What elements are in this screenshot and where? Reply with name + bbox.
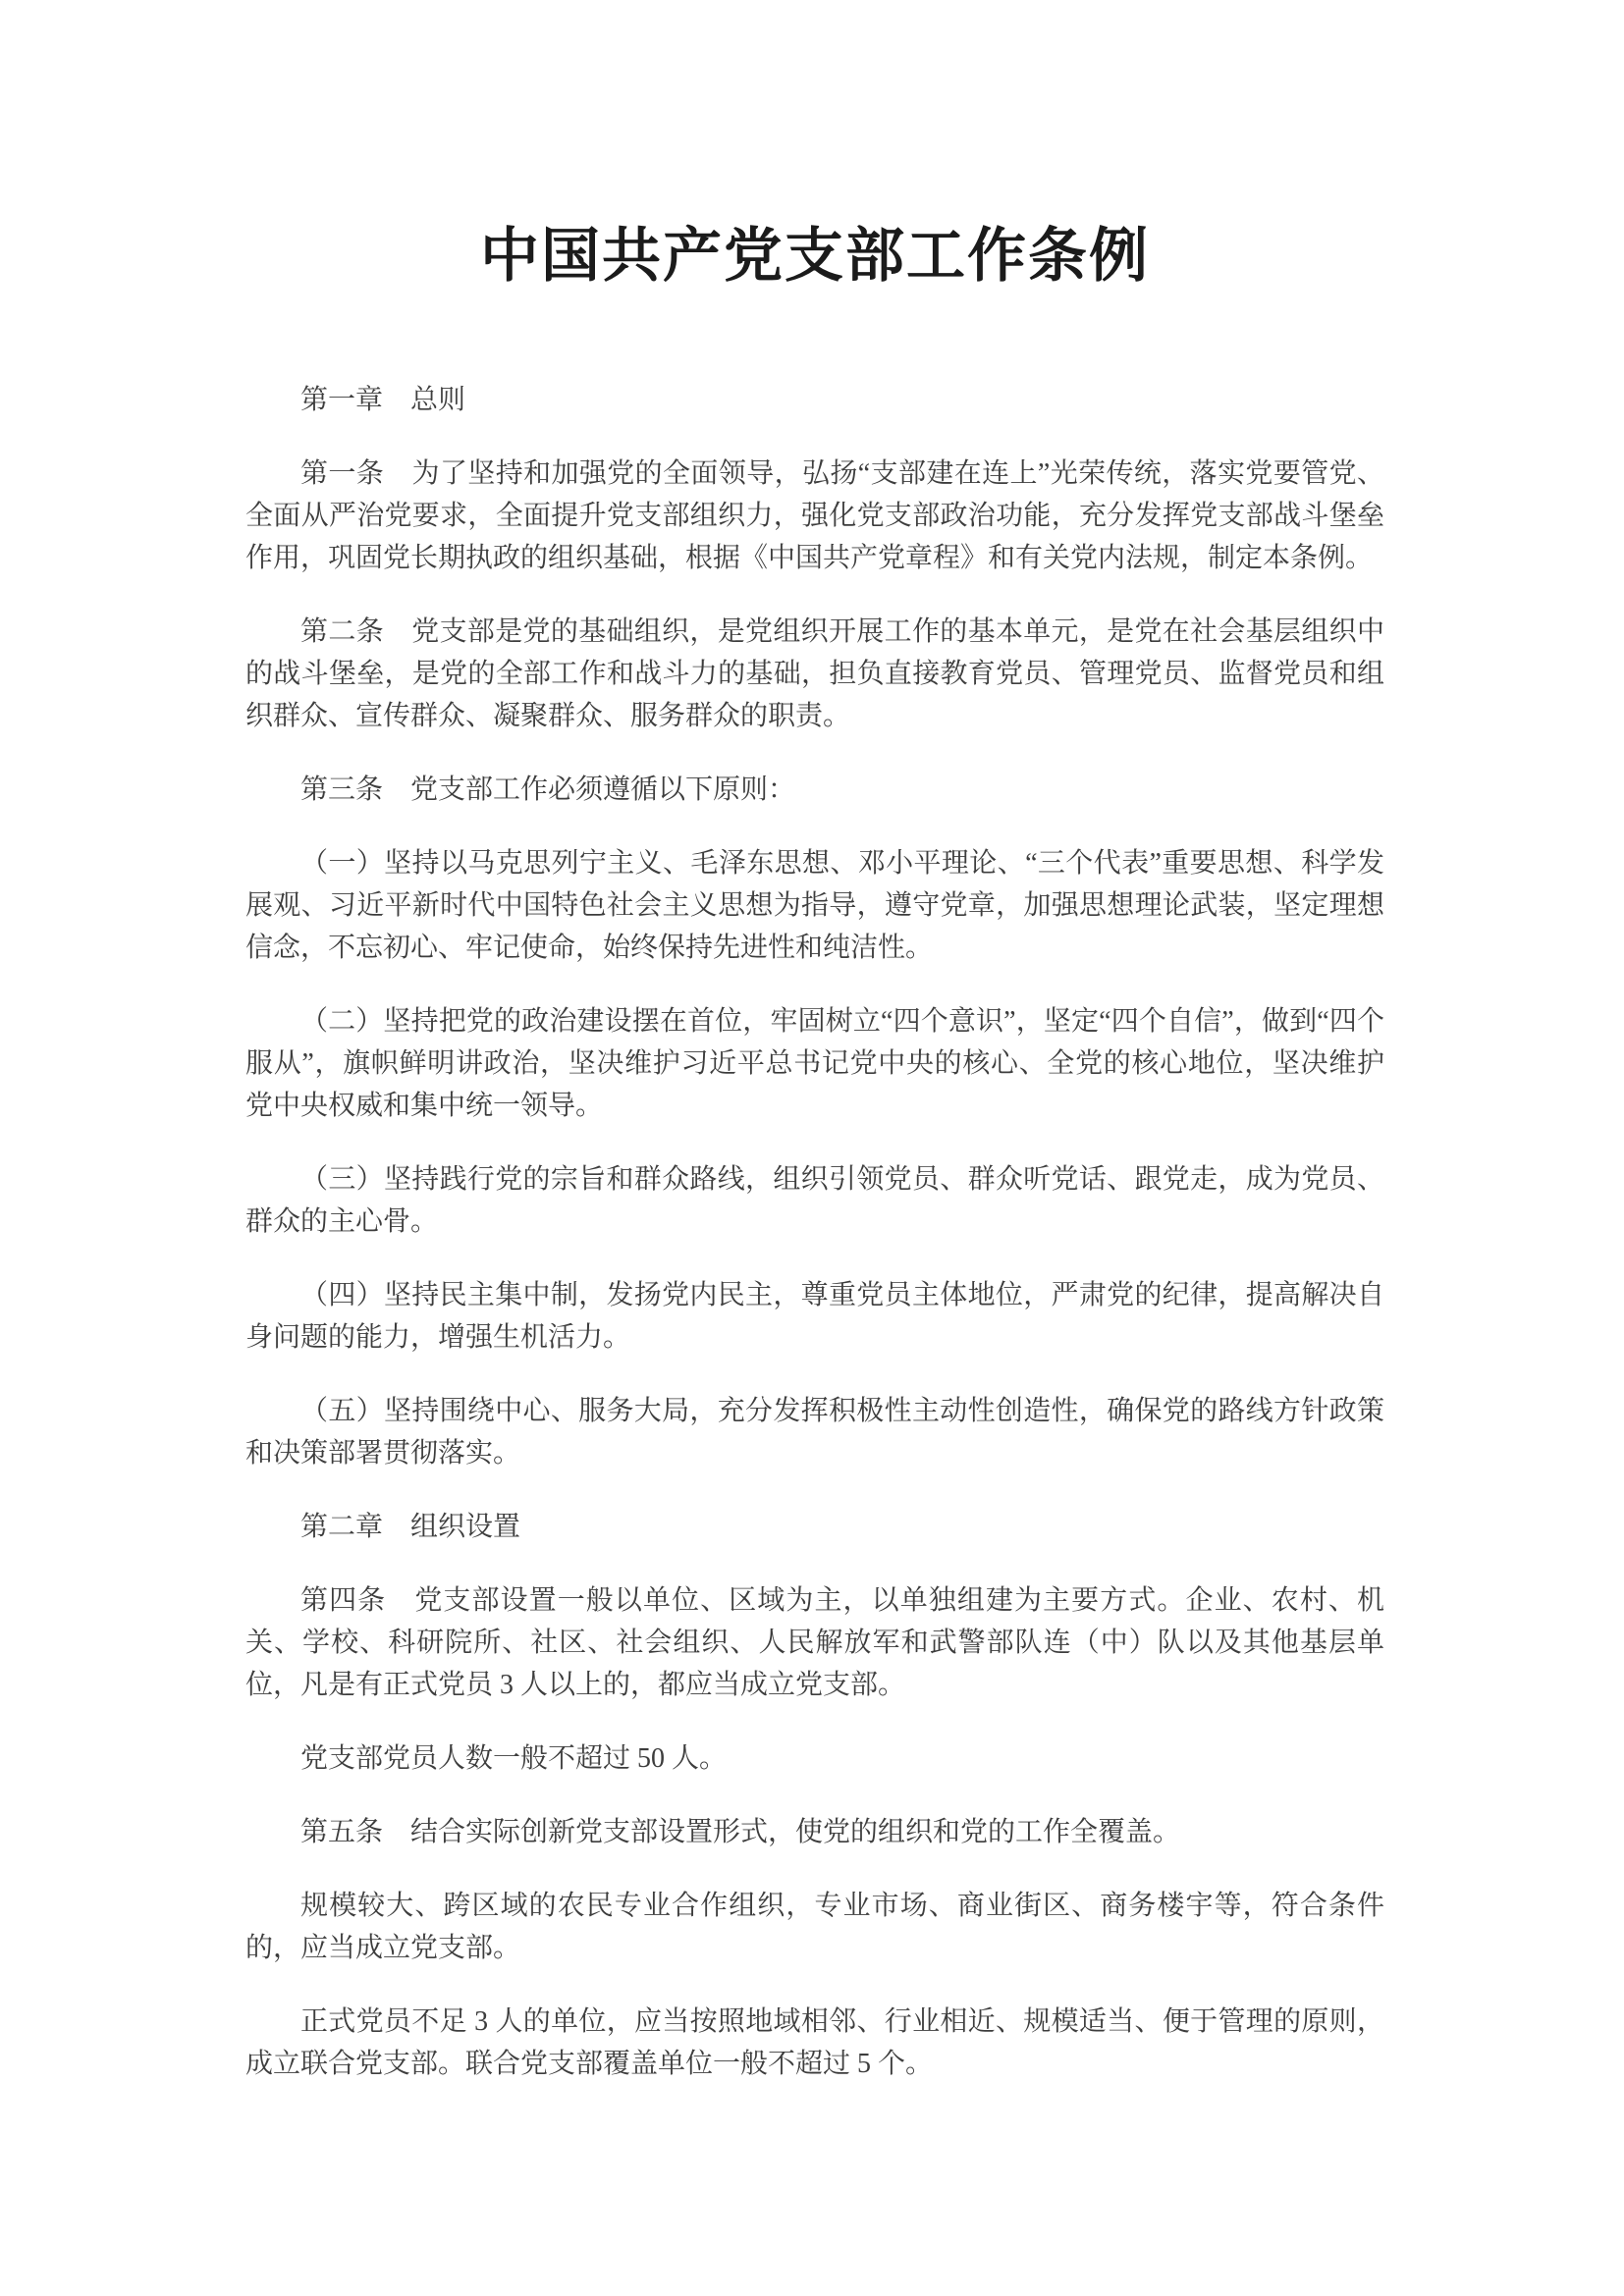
paragraph-principle-2: （二）坚持把党的政治建设摆在首位，牢固树立“四个意识”，坚定“四个自信”，做到“四个服从”，旗帜鲜明讲政治，坚决维护习近平总书记党中央的核心、全党的核心地位，坚决维护党中央权威和集中统一领导。: [245, 1006, 1384, 1121]
paragraph-principle-3: （三）坚持践行党的宗旨和群众路线，组织引领党员、群众听党话、跟党走，成为党员、群众的主心骨。: [245, 1164, 1384, 1237]
paragraph-article-5-sub-2: 正式党员不足 3 人的单位，应当按照地域相邻、行业相近、规模适当、便于管理的原则，成立联合党支部。联合党支部覆盖单位一般不超过 5 个。: [245, 2006, 1384, 2079]
paragraph-principle-4: （四）坚持民主集中制，发扬党内民主，尊重党员主体地位，严肃党的纪律，提高解决自身问题的能力，增强生机活力。: [245, 1280, 1384, 1353]
chapter-heading-1: 第一章 总则: [300, 385, 466, 415]
chapter-heading-2: 第二章 组织设置: [300, 1512, 521, 1542]
paragraph-article-3: 第三条 党支部工作必须遵循以下原则：: [300, 774, 796, 805]
paragraph-principle-1: （一）坚持以马克思列宁主义、毛泽东思想、邓小平理论、“三个代表”重要思想、科学发展观、习近平新时代中国特色社会主义思想为指导，遵守党章，加强思想理论武装，坚定理想信念，不忘初心、牢记使命，始终保持先进性和纯洁性。: [245, 848, 1384, 963]
paragraph-article-4: 第四条 党支部设置一般以单位、区域为主，以单独组建为主要方式。企业、农村、机关、学校、科研院所、社区、社会组织、人民解放军和武警部队连（中）队以及其他基层单位，凡是有正式党员 3 人以上的，都应当成立党支部。: [245, 1585, 1384, 1700]
document-title: 中国共产党支部工作条例: [480, 223, 1150, 289]
paragraph-article-1: 第一条 为了坚持和加强党的全面领导，弘扬“支部建在连上”光荣传统，落实党要管党、全面从严治党要求，全面提升党支部组织力，强化党支部政治功能，充分发挥党支部战斗堡垒作用，巩固党长期执政的组织基础，根据《中国共产党章程》和有关党内法规，制定本条例。: [245, 458, 1384, 573]
paragraph-article-5-sub-1: 规模较大、跨区域的农民专业合作组织，专业市场、商业街区、商务楼宇等，符合条件的，应当成立党支部。: [245, 1891, 1384, 1963]
paragraph-article-4-sub: 党支部党员人数一般不超过 50 人。: [300, 1743, 728, 1774]
paragraph-article-2: 第二条 党支部是党的基础组织，是党组织开展工作的基本单元，是党在社会基层组织中的战斗堡垒，是党的全部工作和战斗力的基础，担负直接教育党员、管理党员、监督党员和组织群众、宣传群众、凝聚群众、服务群众的职责。: [245, 616, 1384, 731]
paragraph-principle-5: （五）坚持围绕中心、服务大局，充分发挥积极性主动性创造性，确保党的路线方针政策和决策部署贯彻落实。: [245, 1396, 1384, 1468]
paragraph-article-5: 第五条 结合实际创新党支部设置形式，使党的组织和党的工作全覆盖。: [300, 1817, 1181, 1847]
